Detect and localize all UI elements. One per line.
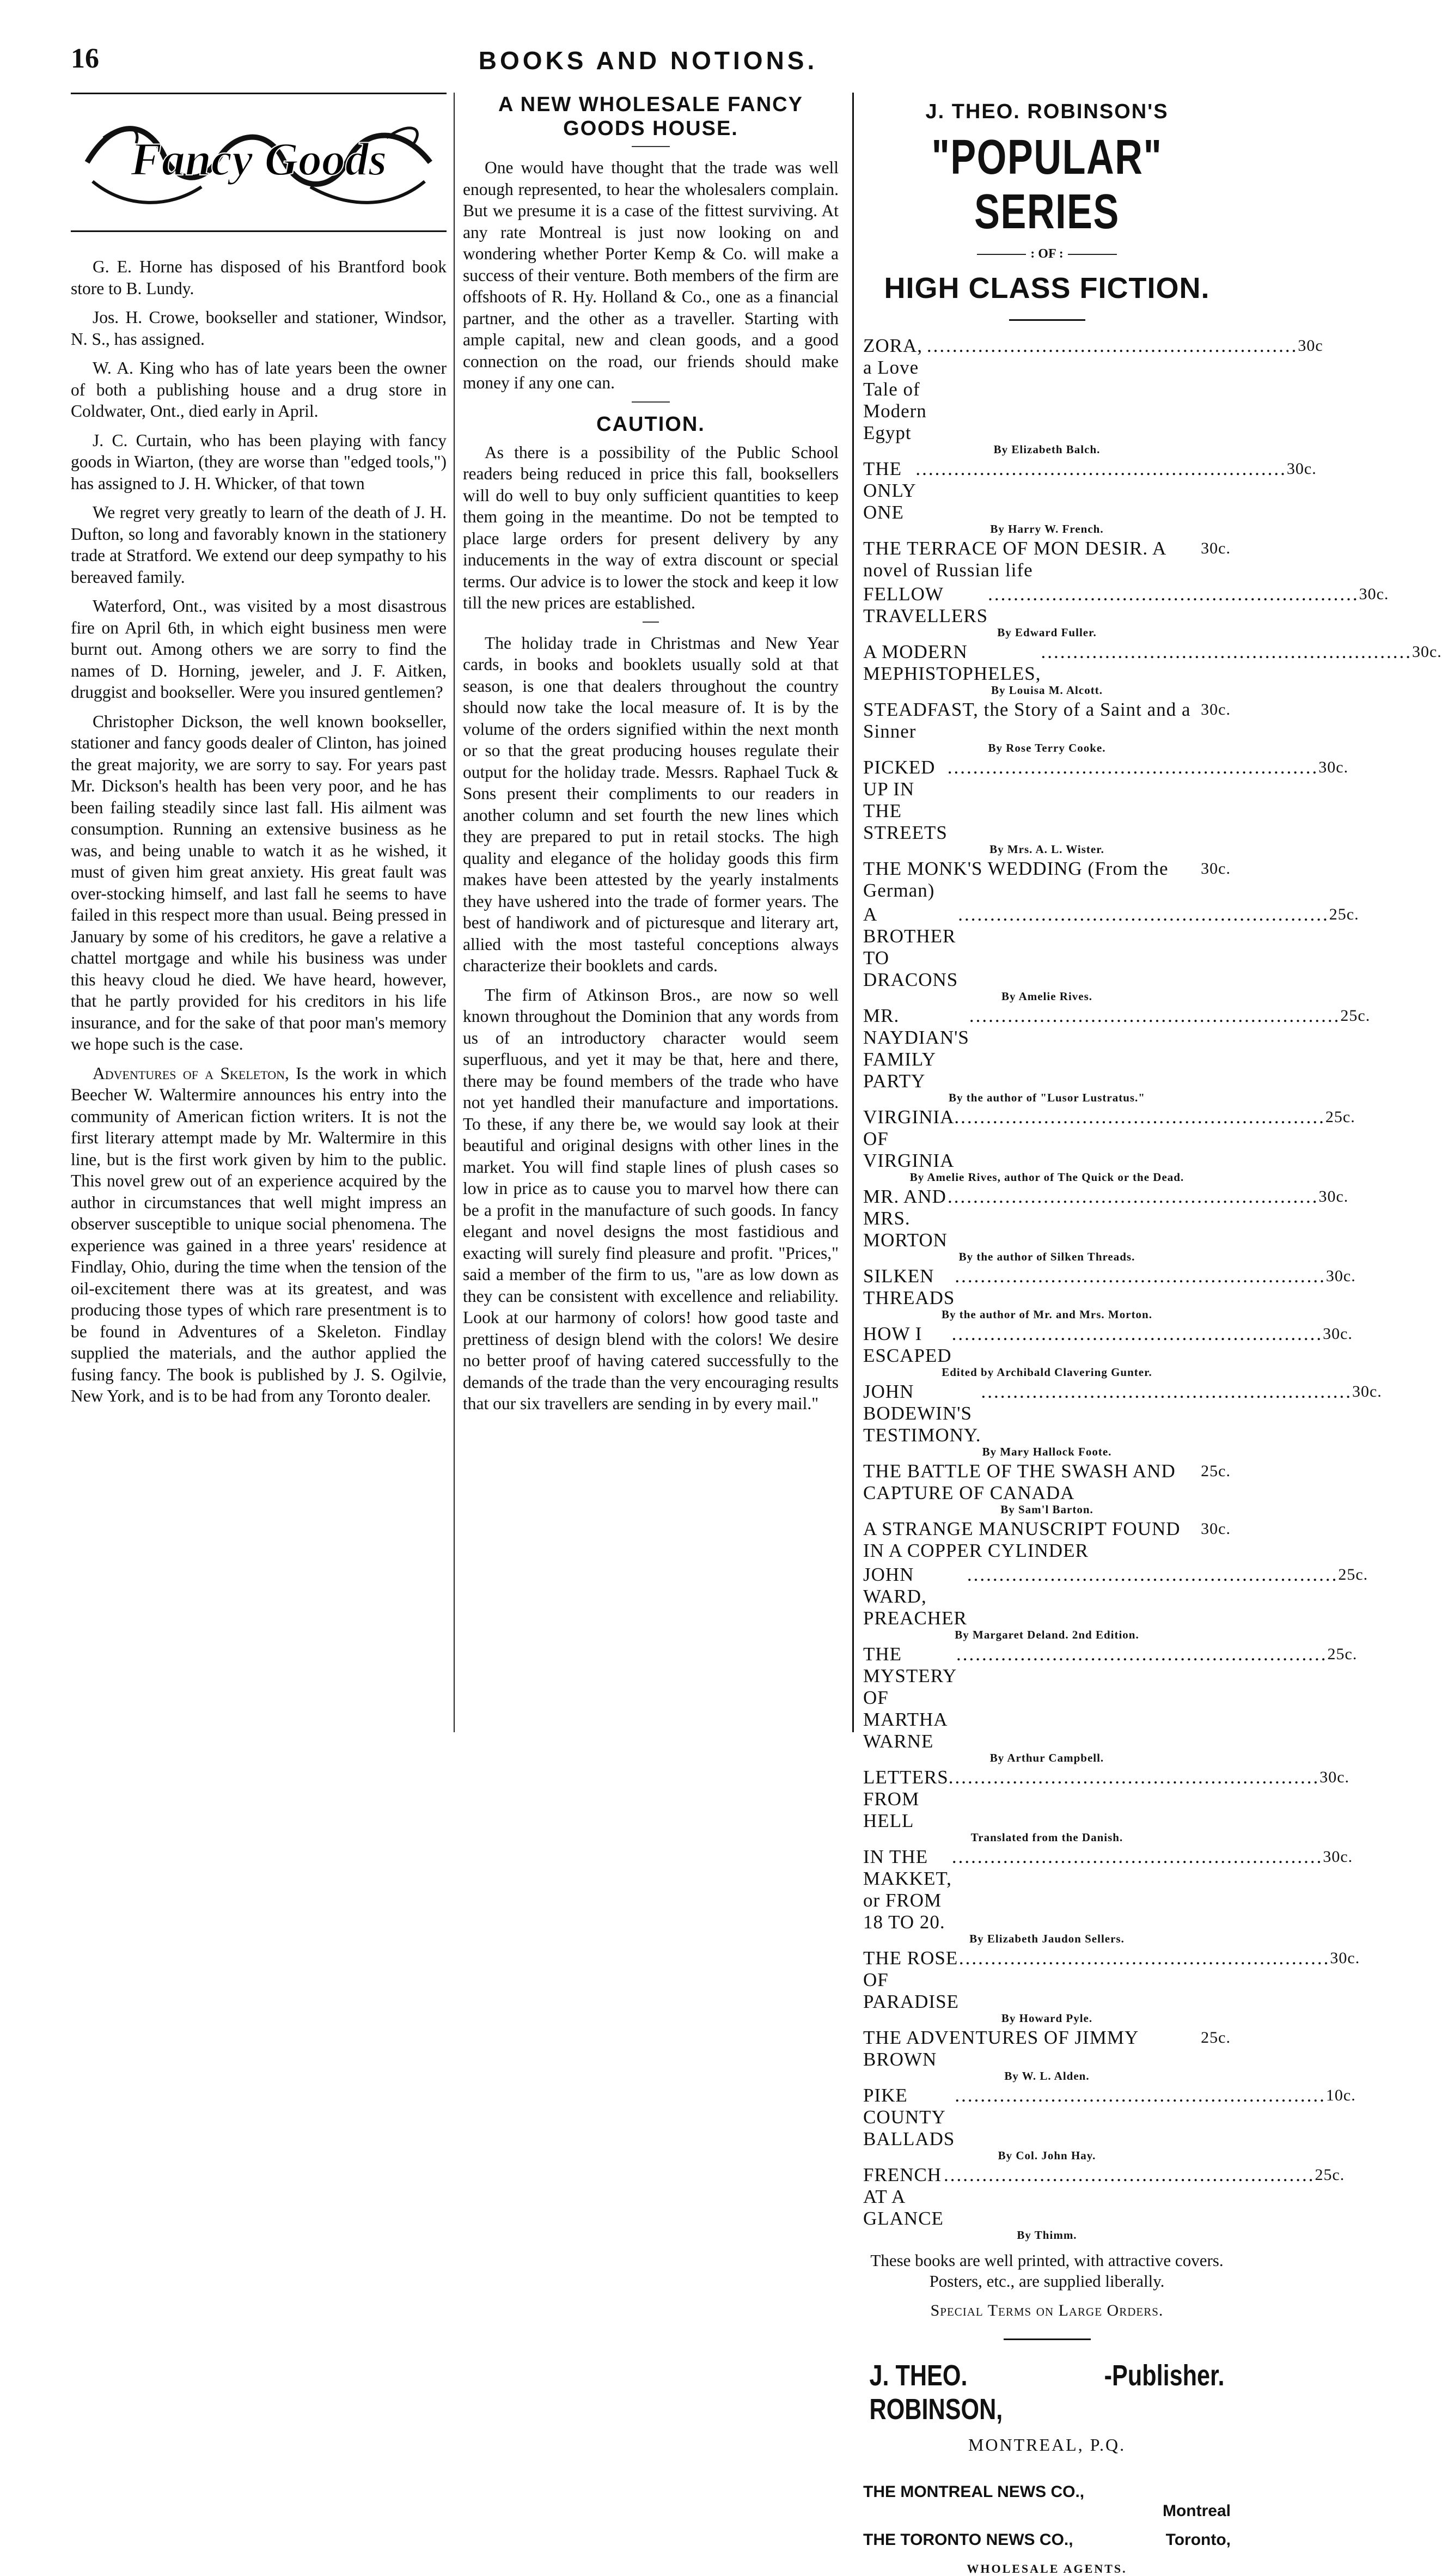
caution-paragraph: As there is a possibility of the Public School readers being reduced in price this fall, booksellers will do well to buy only sufficient quantities to keep them going in the meantime. Do not be tempted to place large orders for present delivery by any inducements in the way of extra discount or special terms. Our advice is to lower the stock and keep it low till the new prices are established. <box>463 442 839 612</box>
publisher-dash: - <box>1104 2359 1113 2392</box>
book-title-line <box>863 757 1349 844</box>
news-paragraph: Christopher Dickson, the well known bookseller, stationer and fancy goods dealer of Clinton, has joined the great majority, we are sorry to say. For years past Mr. Dickson's health has been very poor, and he has been failing steadily since last fall. His ailment was consumption. Running an extensive business as he was, and being unable to watch it as he wished, it must of given him great anxiety. His great fault was over-stocking himself, and last fall he seems to have failed in this respect more than usual. Being pressed in January by some of his creditors, he gave a relative a chattel mortgage and while his business was under this heavy cloud he died. We have heard, however, that he partly provided for his creditors in his life insurance, and for the sake of that poor man's memory we hope such is the case. <box>71 711 447 1053</box>
book-title: HOW I ESCAPED <box>863 1323 952 1366</box>
book-author: By Sam'l Barton. <box>1000 1503 1093 1516</box>
book-price: 30c. <box>1325 1267 1356 1285</box>
book-author: By Mary Hallock Foote. <box>982 1445 1112 1458</box>
book-price: 25c. <box>1338 1566 1368 1584</box>
book-author: By Louisa M. Alcott. <box>991 684 1103 697</box>
book-entry <box>863 1947 1360 2025</box>
book-title-line <box>863 904 1359 991</box>
book-price: 30c. <box>1359 585 1389 603</box>
book-author: By Thimm. <box>1017 2228 1077 2242</box>
news-paragraphs <box>71 256 447 1407</box>
book-entry <box>863 1767 1350 1844</box>
book-price: 25c. <box>1340 1007 1371 1025</box>
book-author: By Elizabeth Balch. <box>993 443 1101 456</box>
book-title-line <box>863 1846 1353 1933</box>
book-title-line <box>863 1767 1350 1832</box>
book-title: VIRGINIA OF VIRGINIA <box>863 1106 955 1171</box>
book-author: By Margaret Deland. 2nd Edition. <box>955 1628 1139 1641</box>
book-author: Translated from the Danish. <box>970 1831 1123 1844</box>
book-entry <box>863 335 1323 456</box>
book-entry <box>863 2027 1231 2082</box>
book-entry <box>863 2085 1356 2162</box>
publisher-city: MONTREAL, P.Q. <box>968 2435 1126 2455</box>
page-number: 16 <box>71 43 99 74</box>
ad-special-terms: Special Terms on Large Orders. <box>930 2301 1164 2319</box>
book-price: 25c. <box>1325 1108 1355 1126</box>
leader-dots: .......................................................... <box>915 458 1287 479</box>
book-title: SILKEN THREADS <box>863 1265 955 1308</box>
caution-heading: CAUTION. <box>596 412 705 436</box>
book-price: 30c. <box>1319 1768 1350 1786</box>
book-title-line <box>863 2085 1356 2150</box>
agent-toronto <box>863 2530 1231 2550</box>
news-paragraph: J. C. Curtain, who has been playing with fancy goods in Wiarton, (they are worse than "edged tools,") has assigned to J. H. Whicker, of that town <box>71 430 447 493</box>
book-entry <box>863 1564 1368 1641</box>
book-title-line <box>863 641 1442 685</box>
agent-montreal-city: Montreal <box>1162 2502 1231 2520</box>
book-title: MR. NAYDIAN'S FAMILY PARTY <box>863 1005 969 1092</box>
book-author: By the author of Silken Threads. <box>958 1250 1135 1263</box>
book-title-line <box>863 2164 1345 2230</box>
book-price: 25c. <box>1327 1645 1358 1663</box>
leader-dots: .......................................................... <box>955 2085 1326 2106</box>
leader-dots: .......................................................... <box>951 1323 1323 1344</box>
publisher-label: Publisher. <box>1112 2359 1225 2392</box>
book-title-line <box>863 699 1231 742</box>
book-author: By the author of Mr. and Mrs. Morton. <box>942 1308 1152 1321</box>
book-title-line <box>863 1005 1371 1092</box>
book-author: By Col. John Hay. <box>998 2149 1096 2162</box>
robinson-advertisement <box>863 93 1442 2576</box>
book-price: 30c. <box>1201 860 1231 878</box>
ad-series-title: "POPULAR" SERIES <box>931 130 1163 239</box>
book-entry <box>863 458 1317 535</box>
book-price: 30c <box>1298 337 1323 355</box>
book-author: By Edward Fuller. <box>997 626 1097 639</box>
book-entry <box>863 1460 1231 1516</box>
book-entry <box>863 1186 1349 1263</box>
adventures-body: Is the work in which Beecher W. Waltermire announces his entry into the community of American fiction writers. It is not the first literary attempt made by Mr. Waltermire in this line, but is the first work given by him to the public. This novel grew out of an experience acquired by the author in circumstances that well might impress an observer susceptible to unique social phenomena. The experience was gained in a three years' residence at Findlay, Ohio, during the time when the tension of the oil-excitement there was at its greatest, and was producing those types of which rare presentment is to be found in Adventures of a Skeleton. Findlay supplied the materials, and the author applied the fusing fancy. The book is published by J. S. Ogilvie, New York, and is to be had from any Toronto dealer. <box>71 1063 447 1405</box>
column-divider-right <box>852 93 854 1732</box>
book-title-line <box>863 1460 1231 1504</box>
book-entry <box>863 699 1231 754</box>
leader-dots: .......................................................... <box>981 1381 1352 1402</box>
book-entry <box>863 1005 1371 1104</box>
book-title-line <box>863 335 1323 444</box>
running-title: BOOKS AND NOTIONS. <box>478 46 818 75</box>
column-divider-left <box>454 93 455 1732</box>
book-author: By Harry W. French. <box>990 522 1104 535</box>
book-entry <box>863 1323 1353 1379</box>
book-title: LETTERS FROM HELL <box>863 1767 949 1831</box>
wholesale-agents-label: WHOLESALE AGENTS. <box>967 2562 1127 2575</box>
adventures-paragraph <box>71 1063 447 1407</box>
book-price: 25c. <box>1315 2166 1345 2184</box>
book-price: 30c. <box>1318 1187 1349 1205</box>
leader-dots: .......................................................... <box>969 1005 1341 1026</box>
book-title: FELLOW TRAVELLERS <box>863 583 988 626</box>
book-title-line <box>863 1186 1349 1251</box>
book-price: 30c. <box>1330 1949 1360 1967</box>
agent-toronto-name: THE TORONTO NEWS CO., <box>863 2531 1073 2549</box>
book-price: 25c. <box>1329 905 1359 923</box>
book-title-line <box>863 1106 1355 1172</box>
book-title: MR. AND MRS. MORTON <box>863 1186 948 1251</box>
news-paragraph: We regret very greatly to learn of the death of J. H. Dufton, so long and favorably known in the stationery trade at Stratford. We extend our deep sympathy to his bereaved family. <box>71 503 447 587</box>
book-author: By W. L. Alden. <box>1004 2069 1090 2082</box>
book-entry <box>863 904 1359 1003</box>
news-paragraph: G. E. Horne has disposed of his Brantford book store to B. Lundy. <box>71 257 447 298</box>
atkinson-paragraph: The firm of Atkinson Bros., are now so well known throughout the Dominion that any words from us of an introductory character would seem superfluous, and yet it may be that, here and there, there may be found members of the trade who have not yet handled their manufacture and importations. To these, if any there be, we would say look at their beautiful and original designs with other lines in the market. You will find staple lines of plush cases so low in price as to cause you to marvel how there can be a profit in the manufacture of such goods. In fancy elegant and novel designs the most fastidious and exacting will surely find pleasure and profit. "Prices," said a member of the firm to us, "are as low down as they can be consistent with excellence and reliability. Look at our harmony of colors! how good taste and prettiness of design blend with the colors! We desire no better proof of having catered successfully to the demands of the trade than the very encouraging results that our six travellers are sending in by every mail." <box>463 985 839 1413</box>
leader-dots: .......................................................... <box>947 757 1319 778</box>
ad-note: These books are well printed, with attractive covers. Posters, etc., are supplied liberally. <box>870 2251 1224 2291</box>
book-entry <box>863 858 1231 902</box>
svg-text:Fancy Goods: Fancy Goods <box>130 133 387 185</box>
book-title: A MODERN MEPHISTOPHELES, <box>863 641 1041 684</box>
book-entry <box>863 538 1231 581</box>
book-title-line <box>863 1518 1231 1562</box>
leader-dots: .......................................................... <box>926 335 1298 356</box>
book-title: THE ADVENTURES OF JIMMY BROWN <box>863 2027 1138 2070</box>
leader-dots: .......................................................... <box>958 904 1329 925</box>
book-author: By Amelie Rives. <box>1001 990 1093 1003</box>
ad-publisher-heading: J. THEO. ROBINSON'S <box>925 100 1169 123</box>
fancy-goods-ornament-icon <box>82 105 436 220</box>
leader-dots: .......................................................... <box>943 2164 1315 2185</box>
news-paragraph: Waterford, Ont., was visited by a most disastrous fire on April 6th, in which eight business men were burnt out. Among others we are sorry to find the names of D. Horning, jeweler, and J. F. Aitken, druggist and bookseller. Were you insured gentlemen? <box>71 596 447 702</box>
book-entry <box>863 1643 1358 1764</box>
book-title: PIKE COUNTY BALLADS <box>863 2085 955 2149</box>
adventures-lead: Adventures of a Skeleton, <box>93 1063 289 1083</box>
column-articles <box>463 93 839 1422</box>
book-price: 30c. <box>1323 1848 1353 1866</box>
book-title: JOHN WARD, PREACHER <box>863 1564 967 1629</box>
section-rule <box>632 401 670 403</box>
book-price: 30c. <box>1201 1520 1231 1538</box>
publisher-name: J. THEO. ROBINSON, <box>869 2359 1003 2426</box>
book-title-line <box>863 538 1231 581</box>
book-title: FRENCH AT A GLANCE <box>863 2164 944 2229</box>
book-entry <box>863 1265 1356 1321</box>
book-title: THE MYSTERY OF MARTHA WARNE <box>863 1643 957 1752</box>
page-header <box>71 42 1225 86</box>
news-paragraph: Jos. H. Crowe, bookseller and stationer, Windsor, N. S., has assigned. <box>71 308 447 349</box>
leader-dots: .......................................................... <box>956 1643 1328 1665</box>
book-title-line <box>863 1323 1353 1367</box>
book-price: 30c. <box>1201 539 1231 557</box>
book-entry <box>863 1106 1355 1184</box>
leader-dots: .......................................................... <box>988 583 1359 605</box>
leader-dots: .......................................................... <box>967 1564 1339 1585</box>
leader-dots: .......................................................... <box>948 1767 1320 1788</box>
book-price: 30c. <box>1412 643 1442 661</box>
book-title-line <box>863 1643 1358 1752</box>
book-price: 30c. <box>1352 1383 1382 1400</box>
book-entry <box>863 757 1349 856</box>
leader-dots: .......................................................... <box>955 1265 1326 1287</box>
agent-montreal-name: THE MONTREAL NEWS CO., <box>863 2483 1085 2501</box>
ad-rule <box>1009 319 1085 321</box>
book-author: By Elizabeth Jaudon Sellers. <box>969 1932 1125 1945</box>
book-author: By Mrs. A. L. Wister. <box>989 843 1104 856</box>
book-entry <box>863 1518 1231 1562</box>
book-title: JOHN BODEWIN'S TESTIMONY. <box>863 1381 981 1446</box>
wholesale-heading: A NEW WHOLESALE FANCY GOODS HOUSE. <box>498 93 803 140</box>
agent-toronto-city: Toronto, <box>1165 2531 1231 2549</box>
book-title: IN THE MAKKET, or FROM 18 TO 20. <box>863 1846 952 1933</box>
book-title: A BROTHER TO DRACONS <box>863 904 958 990</box>
book-title: THE TERRACE OF MON DESIR. A novel of Russian life <box>863 538 1166 581</box>
heading-rule <box>632 146 670 147</box>
book-price: 10c. <box>1325 2086 1356 2104</box>
ad-publisher-line <box>870 2359 1225 2426</box>
ad-rule <box>1004 2339 1091 2340</box>
book-author: By Amelie Rives, author of The Quick or the Dead. <box>909 1171 1184 1184</box>
fancy-goods-banner <box>71 93 447 232</box>
leader-dots: .......................................................... <box>958 1947 1330 1969</box>
holiday-paragraph: The holiday trade in Christmas and New Year cards, in books and booklets usually sold at that season, is one that dealers throughout the country should now take the local measure of. It is by the volume of the orders signified within the next month or so that the great producing houses regulate their output for the holiday trade. Messrs. Raphael Tuck & Sons present their compliments to our readers in another column and set fourth the new lines which they are prepared to put in retail stocks. The high quality and elegance of the holiday goods this firm makes have been attested by the yearly instalments they have ushered into the trade of former years. The best of handiwork and of picturesque and literary art, allied with the most tasteful conceptions always characterize their booklets and cards. <box>463 633 839 975</box>
book-title: THE MONK'S WEDDING (From the German) <box>863 858 1169 901</box>
book-price: 30c. <box>1286 460 1317 478</box>
book-title-line <box>863 858 1231 902</box>
leader-dots: .......................................................... <box>951 1846 1323 1867</box>
book-title-line <box>863 1947 1360 2013</box>
book-title: A STRANGE MANUSCRIPT FOUND IN A COPPER CYLINDER <box>863 1518 1181 1561</box>
column-news <box>71 93 447 1415</box>
book-author: By Howard Pyle. <box>1001 2012 1093 2025</box>
news-paragraph: W. A. King who has of late years been the owner of both a publishing house and a drug store in Coldwater, Ont., died early in April. <box>71 358 447 421</box>
book-entry <box>863 1846 1353 1945</box>
book-author: By Rose Terry Cooke. <box>988 741 1106 754</box>
book-price: 25c. <box>1201 2029 1231 2047</box>
book-author: By the author of "Lusor Lustratus." <box>949 1091 1145 1104</box>
book-title-line <box>863 1564 1368 1629</box>
book-title: PICKED UP IN THE STREETS <box>863 757 948 843</box>
book-price: 25c. <box>1201 1462 1231 1480</box>
book-price: 30c. <box>1201 701 1231 718</box>
book-title-line <box>863 2027 1231 2070</box>
book-entry <box>863 1381 1382 1458</box>
book-price: 30c. <box>1318 758 1349 776</box>
book-title: THE BATTLE OF THE SWASH AND CAPTURE OF CANADA <box>863 1460 1176 1503</box>
book-entry <box>863 583 1389 639</box>
section-rule <box>643 622 659 623</box>
wholesale-paragraph: One would have thought that the trade was well enough represented, to hear the wholesalers complain. But we presume it is a case of the fittest surviving. At any rate Montreal is just now looking on and wondering whether Porter Kemp & Co. will make a success of their venture. Both members of the firm are offshoots of R. Hy. Holland & Co., one as a financial partner, and the other as a traveller. Starting with ample capital, new and clean goods, and a good connection on the road, our friends should make money if any one can. <box>463 158 839 392</box>
book-author: By Arthur Campbell. <box>989 1751 1104 1764</box>
book-title-line <box>863 1265 1356 1309</box>
leader-dots: .......................................................... <box>1041 641 1412 662</box>
ad-of-label: : OF : <box>863 247 1231 261</box>
book-author: Edited by Archibald Clavering Gunter. <box>942 1366 1152 1379</box>
leader-dots: .......................................................... <box>947 1186 1319 1207</box>
ad-class-title: HIGH CLASS FICTION. <box>884 272 1210 305</box>
book-title: STEADFAST, the Story of a Saint and a Sinner <box>863 699 1191 742</box>
book-title-line <box>863 1381 1382 1446</box>
book-title: THE ROSE OF PARADISE <box>863 1947 959 2012</box>
book-entry <box>863 641 1442 697</box>
book-entry <box>863 2164 1345 2242</box>
book-title: THE ONLY ONE <box>863 458 916 523</box>
leader-dots: .......................................................... <box>954 1106 1325 1128</box>
book-title-line <box>863 458 1317 523</box>
book-title: ZORA, a Love Tale of Modern Egypt <box>863 335 927 443</box>
book-title-line <box>863 583 1389 627</box>
book-list <box>863 335 1442 2242</box>
book-price: 30c. <box>1323 1325 1353 1343</box>
